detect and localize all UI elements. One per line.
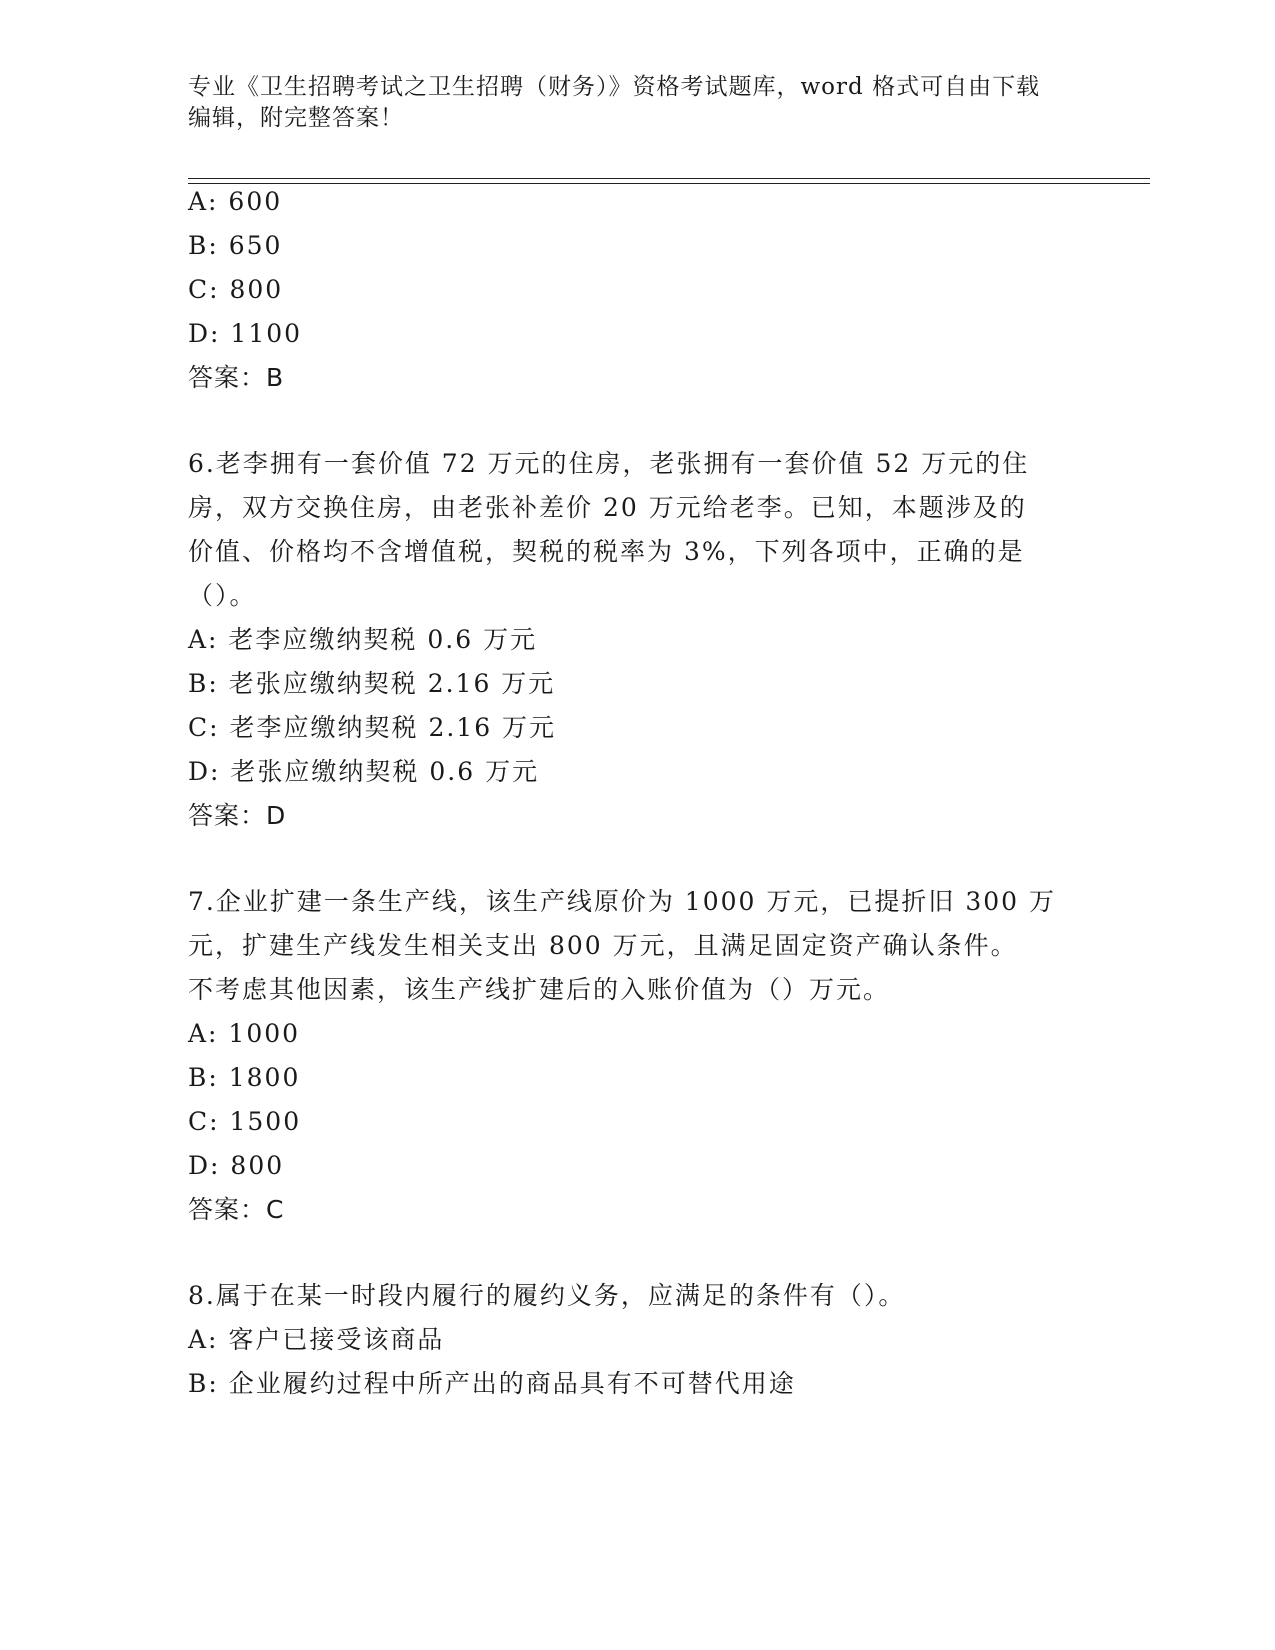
q8-stem-line: 8.属于在某一时段内履行的履约义务，应满足的条件有（）。 xyxy=(188,1281,906,1310)
q7-stem-line: 7.企业扩建一条生产线，该生产线原价为 1000 万元，已提折旧 300 万 xyxy=(188,887,1056,916)
header-divider-bottom xyxy=(188,183,1150,184)
q6-stem-line: （）。 xyxy=(188,581,257,610)
q7-answer: 答案：C xyxy=(188,1195,285,1224)
q5-answer: 答案：B xyxy=(188,363,285,392)
q8-option-a: A: 客户已接受该商品 xyxy=(188,1325,445,1354)
header-divider-top xyxy=(188,178,1150,179)
q6-stem-line: 价值、价格均不含增值税，契税的税率为 3%，下列各项中，正确的是 xyxy=(188,537,1025,566)
q5-option-d: D: 1100 xyxy=(188,319,303,348)
q6-stem-line: 6.老李拥有一套价值 72 万元的住房，老张拥有一套价值 52 万元的住 xyxy=(188,449,1030,478)
q7-stem-line: 元，扩建生产线发生相关支出 800 万元，且满足固定资产确认条件。 xyxy=(188,931,1018,960)
q6-option-a: A: 老李应缴纳契税 0.6 万元 xyxy=(188,625,538,654)
q6-stem-line: 房，双方交换住房，由老张补差价 20 万元给老李。已知，本题涉及的 xyxy=(188,493,1027,522)
q8-option-b: B: 企业履约过程中所产出的商品具有不可替代用途 xyxy=(188,1369,796,1398)
q7-option-c: C: 1500 xyxy=(188,1107,302,1136)
q6-answer: 答案：D xyxy=(188,801,287,830)
q5-option-c: C: 800 xyxy=(188,275,284,304)
header-line-2: 编辑，附完整答案！ xyxy=(188,105,404,131)
q7-option-d: D: 800 xyxy=(188,1151,285,1180)
q7-option-b: B: 1800 xyxy=(188,1063,301,1092)
header-line-1: 专业《卫生招聘考试之卫生招聘（财务）》资格考试题库，word 格式可自由下载 xyxy=(188,74,1041,100)
q6-option-d: D: 老张应缴纳契税 0.6 万元 xyxy=(188,757,540,786)
q6-option-c: C: 老李应缴纳契税 2.16 万元 xyxy=(188,713,557,742)
q7-option-a: A: 1000 xyxy=(188,1019,301,1048)
document-header xyxy=(188,72,1088,134)
q6-option-b: B: 老张应缴纳契税 2.16 万元 xyxy=(188,669,556,698)
q5-option-a: A: 600 xyxy=(188,187,283,216)
q5-option-b: B: 650 xyxy=(188,231,283,260)
q7-stem-line: 不考虑其他因素，该生产线扩建后的入账价值为（）万元。 xyxy=(188,975,891,1004)
